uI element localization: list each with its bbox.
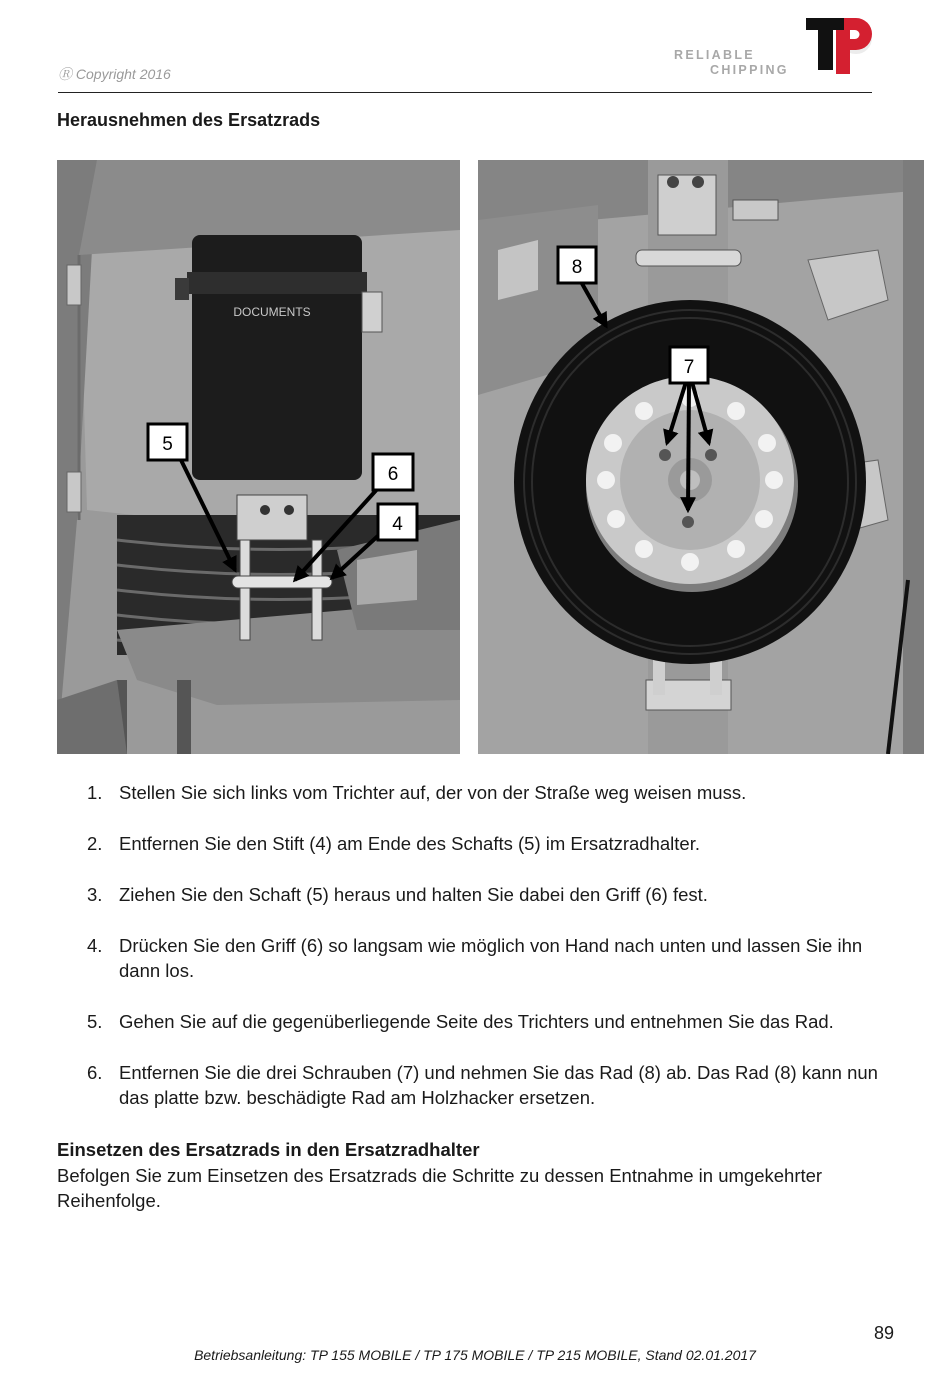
step-item	[57, 831, 897, 856]
reinsert-heading: Einsetzen des Ersatzrads in den Ersatzradhalter	[57, 1139, 480, 1160]
page-number: 89	[874, 1323, 895, 1343]
callout-7-label: 7	[683, 357, 695, 378]
reinsert-section	[57, 1137, 887, 1214]
step-number: 5.	[87, 1011, 103, 1032]
step-number: 1.	[87, 782, 103, 803]
instruction-steps	[57, 780, 897, 1136]
step-text: Entfernen Sie die drei Schrauben (7) und nehmen Sie das Rad (8) ab. Das Rad (8) kann nun das platte bzw. beschädigte Rad am Holzhacker ersetzen.	[119, 1062, 878, 1108]
step-text: Gehen Sie auf die gegenüberliegende Seite des Trichters und entnehmen Sie das Rad.	[119, 1011, 834, 1032]
step-text: Entfernen Sie den Stift (4) am Ende des Schafts (5) im Ersatzradhalter.	[119, 833, 700, 854]
logo-tagline	[674, 48, 789, 78]
step-item	[57, 1060, 897, 1110]
callout-6	[373, 454, 413, 490]
step-item	[57, 933, 897, 983]
spare-wheel-figure	[478, 160, 924, 754]
callout-8	[558, 247, 596, 283]
callout-4	[378, 504, 417, 540]
logo-line-1: RELIABLE	[674, 48, 755, 62]
spare-wheel-holder-figure	[57, 160, 460, 754]
copyright-text: Copyright 2016	[75, 66, 171, 82]
section-title: Herausnehmen des Ersatzrads	[57, 110, 321, 130]
step-number: 2.	[87, 833, 103, 854]
step-number: 3.	[87, 884, 103, 905]
step-number: 6.	[87, 1062, 103, 1083]
step-number: 4.	[87, 935, 103, 956]
step-item	[57, 1009, 897, 1034]
logo-line-2: CHIPPING	[710, 63, 789, 77]
callout-6-label: 6	[387, 464, 399, 485]
callout-5	[148, 424, 187, 460]
logo-mark-text: TP	[802, 14, 804, 15]
callout-5-label: 5	[162, 434, 173, 455]
callout-7	[670, 347, 708, 383]
step-text: Stellen Sie sich links vom Trichter auf, der von der Straße weg weisen muss.	[119, 782, 747, 803]
footer-text: Betriebsanleitung: TP 155 MOBILE / TP 175 MOBILE / TP 215 MOBILE, Stand 02.01.2017	[194, 1347, 756, 1363]
step-item	[57, 780, 897, 805]
callout-8-label: 8	[571, 257, 583, 278]
step-item	[57, 882, 897, 907]
callout-4-label: 4	[392, 514, 403, 535]
documents-label: DOCUMENTS	[233, 305, 311, 319]
reinsert-body: Befolgen Sie zum Einsetzen des Ersatzrads die Schritte zu dessen Entnahme in umgekehrter Reihenfolge.	[57, 1164, 823, 1211]
step-text: Ziehen Sie den Schaft (5) heraus und halten Sie dabei den Griff (6) fest.	[119, 884, 708, 905]
documents-box	[175, 235, 382, 480]
copyright-notice: Ⓡ Copyright 2016	[58, 66, 171, 82]
tp-logo	[802, 14, 878, 76]
header-divider	[58, 92, 872, 93]
step-text: Drücken Sie den Griff (6) so langsam wie möglich von Hand nach unten und lassen Sie ihn dann los.	[119, 935, 863, 981]
